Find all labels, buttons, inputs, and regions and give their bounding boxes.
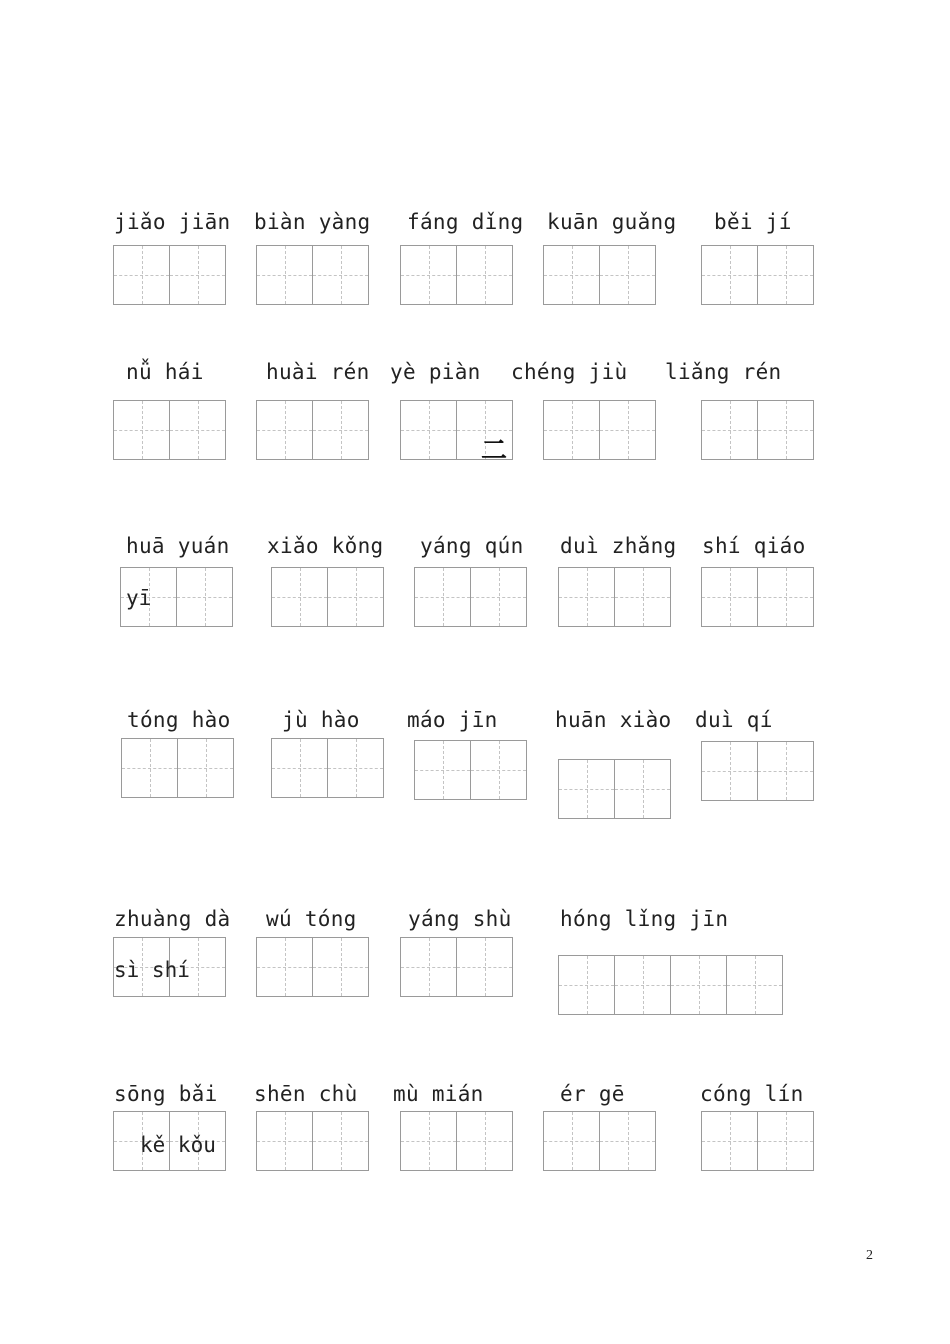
writing-cell[interactable] xyxy=(400,400,457,460)
writing-cell[interactable] xyxy=(599,1111,656,1171)
character-grid xyxy=(400,245,513,305)
character-grid xyxy=(558,955,783,1015)
writing-cell[interactable] xyxy=(312,245,369,305)
writing-cell[interactable] xyxy=(614,567,671,627)
writing-cell[interactable] xyxy=(113,400,170,460)
pinyin-label: wú tóng xyxy=(266,907,357,931)
pinyin-label: kuān guǎng xyxy=(547,210,677,234)
character-grid xyxy=(414,567,527,627)
character-grid xyxy=(558,567,671,627)
pinyin-label: huā yuán xyxy=(126,534,230,558)
pinyin-label: mù mián xyxy=(393,1082,484,1106)
writing-cell[interactable] xyxy=(470,740,527,800)
character-grid xyxy=(256,400,369,460)
writing-cell[interactable] xyxy=(271,567,328,627)
writing-cell[interactable] xyxy=(456,937,513,997)
writing-cell[interactable] xyxy=(558,955,615,1015)
pinyin-label: duì qí xyxy=(695,708,773,732)
character-grid xyxy=(400,937,513,997)
pinyin-label: huān xiào xyxy=(555,708,672,732)
character-grid xyxy=(256,245,369,305)
character-grid xyxy=(701,245,814,305)
writing-cell[interactable] xyxy=(113,245,170,305)
character-grid xyxy=(400,1111,513,1171)
pinyin-label: duì zhǎng xyxy=(560,534,677,558)
handwritten-mark: 二 xyxy=(481,436,508,466)
character-grid xyxy=(701,1111,814,1171)
page-number: 2 xyxy=(866,1248,873,1263)
writing-cell[interactable] xyxy=(701,1111,758,1171)
pinyin-label: yáng qún xyxy=(420,534,524,558)
pinyin-label: sōng bǎi xyxy=(114,1082,218,1106)
writing-cell[interactable] xyxy=(400,1111,457,1171)
writing-cell[interactable] xyxy=(670,955,727,1015)
writing-cell[interactable] xyxy=(327,567,384,627)
pinyin-label: běi jí xyxy=(714,210,792,234)
pinyin-label: xiǎo kǒng xyxy=(267,534,384,558)
pinyin-label: biàn yàng xyxy=(254,210,371,234)
pinyin-label: liǎng rén xyxy=(665,360,782,384)
character-grid xyxy=(113,400,226,460)
writing-cell[interactable] xyxy=(701,567,758,627)
character-grid xyxy=(701,567,814,627)
writing-cell[interactable] xyxy=(470,567,527,627)
writing-cell[interactable] xyxy=(256,400,313,460)
writing-cell[interactable] xyxy=(614,759,671,819)
character-grid xyxy=(256,1111,369,1171)
writing-cell[interactable] xyxy=(271,738,328,798)
writing-cell[interactable] xyxy=(414,567,471,627)
character-grid xyxy=(543,400,656,460)
pinyin-label: yè piàn xyxy=(390,360,481,384)
writing-cell[interactable] xyxy=(757,400,814,460)
pinyin-label: cóng lín xyxy=(700,1082,804,1106)
character-grid xyxy=(113,245,226,305)
writing-cell[interactable] xyxy=(599,245,656,305)
writing-cell[interactable] xyxy=(599,400,656,460)
pinyin-label: jiǎo jiān xyxy=(114,210,231,234)
pinyin-label: chéng jiù xyxy=(511,360,628,384)
writing-cell[interactable] xyxy=(614,955,671,1015)
writing-cell[interactable] xyxy=(177,738,234,798)
overlay-text-yi: yī xyxy=(126,586,152,610)
character-grid xyxy=(543,1111,656,1171)
writing-cell[interactable] xyxy=(701,400,758,460)
pinyin-label: máo jīn xyxy=(407,708,498,732)
writing-cell[interactable] xyxy=(543,245,600,305)
writing-cell[interactable] xyxy=(312,937,369,997)
writing-cell[interactable] xyxy=(701,741,758,801)
writing-cell[interactable] xyxy=(757,741,814,801)
pinyin-label: huài rén xyxy=(266,360,370,384)
writing-cell[interactable] xyxy=(456,245,513,305)
writing-cell[interactable] xyxy=(169,400,226,460)
overlay-text-si-shi: sì shí xyxy=(114,958,190,982)
character-grid xyxy=(701,400,814,460)
pinyin-label: shí qiáo xyxy=(702,534,806,558)
writing-cell[interactable] xyxy=(558,759,615,819)
writing-cell[interactable] xyxy=(312,1111,369,1171)
character-grid xyxy=(271,738,384,798)
writing-cell[interactable] xyxy=(256,245,313,305)
writing-cell[interactable] xyxy=(414,740,471,800)
character-grid xyxy=(271,567,384,627)
pinyin-label: nǚ hái xyxy=(126,360,204,384)
pinyin-label: zhuàng dà xyxy=(114,907,231,931)
writing-cell[interactable] xyxy=(726,955,783,1015)
pinyin-label: yáng shù xyxy=(408,907,512,931)
writing-cell[interactable] xyxy=(543,400,600,460)
writing-cell[interactable] xyxy=(176,567,233,627)
writing-cell[interactable] xyxy=(757,1111,814,1171)
pinyin-label: ér gē xyxy=(560,1082,625,1106)
writing-cell[interactable] xyxy=(256,937,313,997)
writing-cell[interactable] xyxy=(558,567,615,627)
writing-cell[interactable] xyxy=(456,1111,513,1171)
writing-cell[interactable] xyxy=(121,738,178,798)
pinyin-label: shēn chù xyxy=(254,1082,358,1106)
pinyin-label: jù hào xyxy=(282,708,360,732)
overlay-text-ke-kou: kě kǒu xyxy=(140,1133,216,1157)
pinyin-label: hóng lǐng jīn xyxy=(560,907,729,931)
character-grid xyxy=(701,741,814,801)
writing-cell[interactable] xyxy=(256,1111,313,1171)
writing-cell[interactable] xyxy=(701,245,758,305)
writing-cell[interactable] xyxy=(757,245,814,305)
writing-cell[interactable] xyxy=(400,245,457,305)
character-grid xyxy=(543,245,656,305)
character-grid xyxy=(256,937,369,997)
pinyin-label: fáng dǐng xyxy=(407,210,524,234)
writing-cell[interactable] xyxy=(312,400,369,460)
writing-cell[interactable] xyxy=(543,1111,600,1171)
writing-cell[interactable] xyxy=(327,738,384,798)
writing-cell[interactable] xyxy=(757,567,814,627)
character-grid xyxy=(558,759,671,819)
writing-cell[interactable] xyxy=(169,245,226,305)
pinyin-label: tóng hào xyxy=(127,708,231,732)
character-grid xyxy=(121,738,234,798)
writing-cell[interactable] xyxy=(400,937,457,997)
character-grid xyxy=(414,740,527,800)
